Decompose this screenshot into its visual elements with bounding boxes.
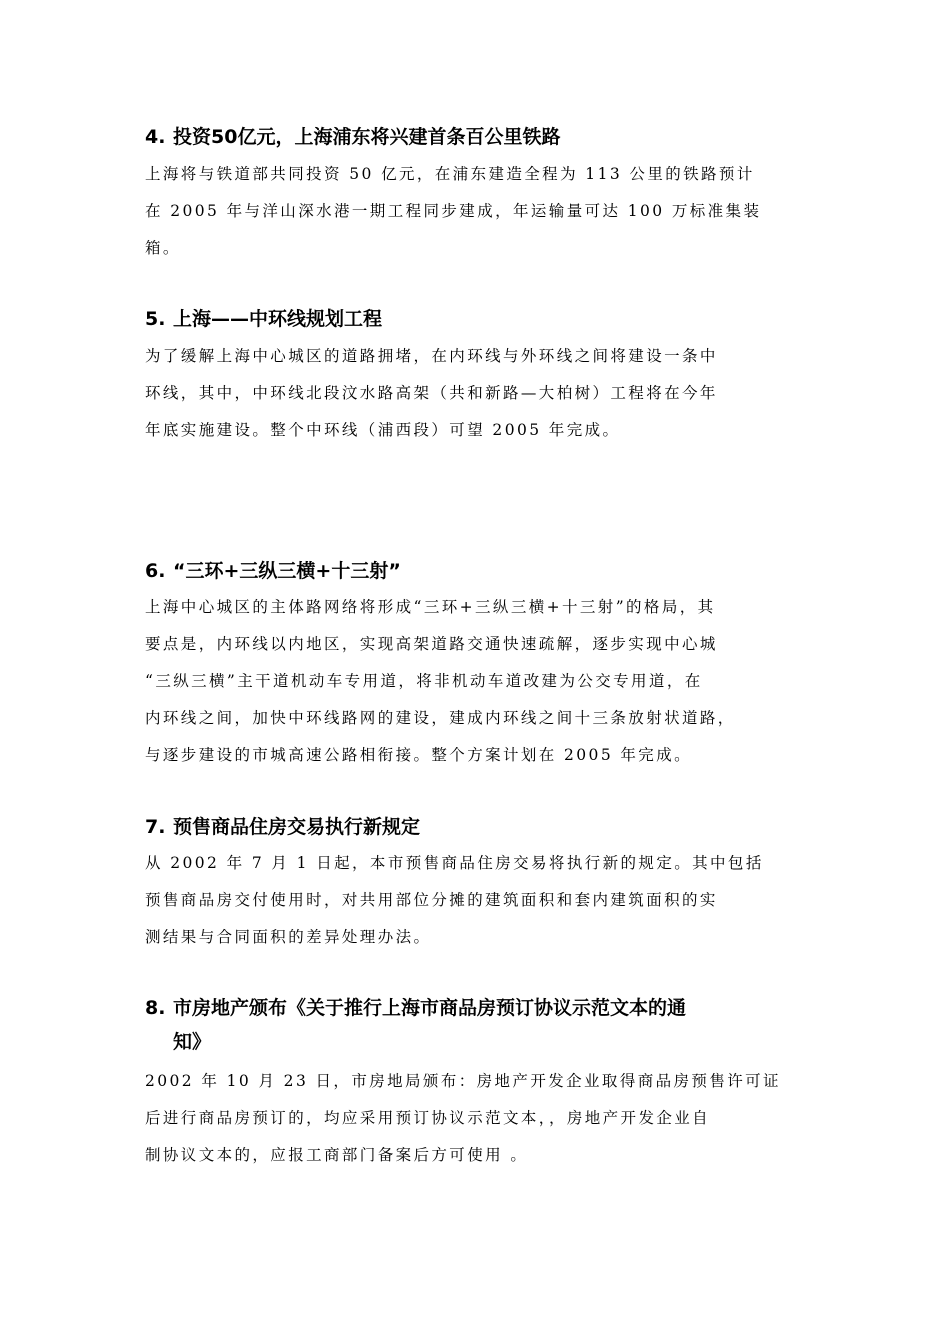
- paragraph-line: 后进行商品房预订的，均应采用预订协议示范文本，，房地产开发企业自: [145, 1109, 711, 1127]
- paragraph-line: 测结果与合同面积的差异处理办法。: [145, 928, 432, 946]
- paragraph-line: 环线，其中，中环线北段汶水路高架（共和新路—大柏树）工程将在今年: [145, 384, 718, 402]
- section-7-heading: [145, 810, 420, 844]
- paragraph-line: 在 2005 年与洋山深水港一期工程同步建成，年运输量可达 100 万标准集装: [145, 202, 762, 220]
- section-5-heading: [145, 302, 382, 336]
- paragraph-line: 年底实施建设。整个中环线（浦西段）可望 2005 年完成。: [145, 421, 621, 439]
- paragraph-line: “三纵三横”主干道机动车专用道，将非机动车道改建为公交专用道，在: [145, 672, 703, 690]
- paragraph-line: 箱。: [145, 239, 181, 257]
- paragraph-line: 上海将与铁道部共同投资 50 亿元，在浦东建造全程为 113 公里的铁路预计: [145, 165, 755, 183]
- section-title: 市房地产颁布《关于推行上海市商品房预订协议示范文本的通: [173, 997, 687, 1019]
- section-title: 预售商品住房交易执行新规定: [173, 816, 421, 838]
- section-6-heading: [145, 554, 401, 588]
- section-title: “三环+三纵三横+十三射”: [173, 560, 401, 582]
- paragraph-line: 2002 年 10 月 23 日，市房地局颁布：房地产开发企业取得商品房预售许可证: [145, 1072, 781, 1090]
- paragraph-line: 要点是，内环线以内地区，实现高架道路交通快速疏解，逐步实现中心城: [145, 635, 718, 653]
- section-title-continuation: 知》: [173, 1031, 212, 1053]
- section-8-heading: [145, 991, 686, 1025]
- paragraph-line: 预售商品房交付使用时，对共用部位分摊的建筑面积和套内建筑面积的实: [145, 891, 718, 909]
- section-number: 8.: [145, 997, 166, 1019]
- section-number: 5.: [145, 308, 166, 330]
- paragraph-line: 制协议文本的，应报工商部门备案后方可使用 。: [145, 1146, 529, 1164]
- section-4-heading: [145, 120, 560, 154]
- section-title: 上海——中环线规划工程: [173, 308, 383, 330]
- section-title: 投资50亿元，上海浦东将兴建首条百公里铁路: [173, 126, 561, 148]
- paragraph-line: 内环线之间，加快中环线路网的建设，建成内环线之间十三条放射状道路，: [145, 709, 736, 727]
- paragraph-line: 上海中心城区的主体路网络将形成“三环+三纵三横+十三射”的格局，其: [145, 598, 716, 616]
- paragraph-line: 与逐步建设的市城高速公路相衔接。整个方案计划在 2005 年完成。: [145, 746, 693, 764]
- section-number: 4.: [145, 126, 166, 148]
- section-number: 6.: [145, 560, 166, 582]
- section-number: 7.: [145, 816, 166, 838]
- paragraph-line: 为了缓解上海中心城区的道路拥堵，在内环线与外环线之间将建设一条中: [145, 347, 718, 365]
- paragraph-line: 从 2002 年 7 月 1 日起，本市预售商品住房交易将执行新的规定。其中包括: [145, 854, 764, 872]
